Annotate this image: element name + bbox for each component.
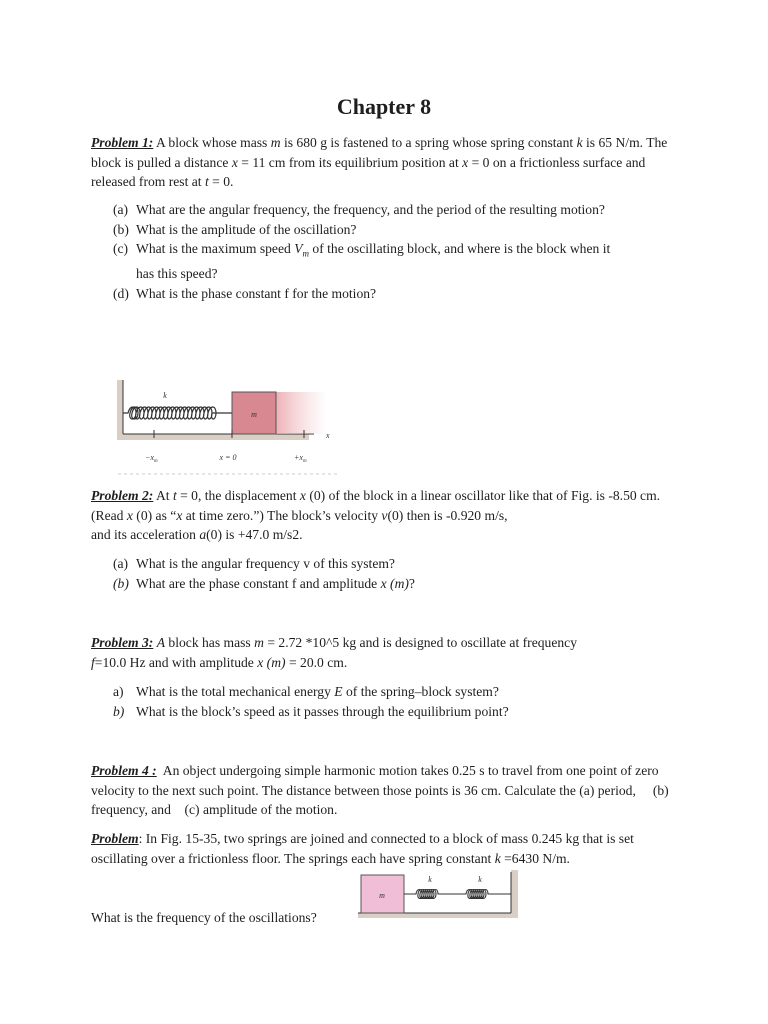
question-item [113, 284, 683, 304]
symbol-k: k [576, 135, 583, 150]
spring-2-label: k [478, 875, 482, 884]
text-run: = 0, the displacement [176, 488, 300, 503]
question-item [113, 200, 683, 220]
problem-1-label: Problem 1: [91, 135, 154, 150]
symbol-e: E [334, 684, 343, 699]
tick-left-text: −x [145, 453, 154, 462]
question-item [113, 702, 683, 722]
tick-left-sub: m [153, 459, 158, 464]
tick-left-label [145, 453, 158, 464]
question-text [136, 682, 683, 702]
question-label: (c) [113, 241, 129, 256]
text-run: = 20.0 cm. [285, 654, 348, 670]
symbol-x: x [126, 507, 133, 523]
symbol-m: m [254, 635, 264, 650]
symbol-xm: x (m) [380, 575, 409, 591]
tick-mid-label: x = 0 [219, 453, 237, 462]
tick-right-sub: m [302, 459, 307, 464]
text-run: =6430 N/m. [500, 850, 570, 866]
symbol-xm: x (m) [257, 654, 286, 670]
text-run: =10.0 Hz and with amplitude [94, 654, 258, 670]
text-run: and its acceleration [91, 527, 200, 542]
x-axis-label: x [326, 431, 330, 440]
question-label: b) [113, 703, 125, 719]
question-text [136, 574, 683, 594]
text-run: = 0 on a frictionless surface and released from rest at [91, 154, 646, 189]
spring-constant-label: k [163, 391, 167, 400]
text-run: (0) of the block in a linear oscillator like that of Fig. is -8.50 cm. (Read [91, 488, 661, 523]
question-continuation: has this speed? [136, 266, 218, 282]
floor [117, 434, 309, 440]
symbol-m: m [270, 135, 281, 150]
question-item [113, 239, 683, 264]
spring-2 [456, 890, 511, 899]
text-run: What is the total mechanical energy [136, 684, 335, 699]
problem-3-text [91, 633, 681, 672]
question-text [136, 239, 683, 264]
question-text: What are the angular frequency, the frequency, and the period of the resulting motion? [136, 202, 605, 217]
text-run: : In Fig. 15-35, two springs are joined and connected to a block of mass 0.245 kg that is set oscillating over a frictionless floor. The springs each have spring constant [91, 831, 634, 866]
wall [117, 380, 123, 440]
problem-5-label: Problem [91, 831, 139, 846]
symbol-a: a [199, 527, 207, 542]
symbol-x: x [462, 154, 469, 170]
page-title: Chapter 8 [336, 94, 432, 119]
problem-3-questions [113, 682, 683, 721]
tick-right-label [294, 453, 307, 464]
motion-blur [272, 392, 328, 434]
question-label: (a) [113, 202, 129, 217]
question-label: a) [113, 684, 124, 699]
problem-4-text [91, 761, 681, 820]
text-run: is 680 g is fastened to a spring whose spring constant [280, 135, 577, 150]
problem-5-question: What is the frequency of the oscillations? [91, 910, 317, 925]
symbol-x: x [231, 154, 238, 170]
question-text: What is the phase constant f for the motion? [136, 285, 377, 301]
text-run: = 2.72 *10^5 kg and is designed to oscillate at frequency [263, 635, 577, 650]
text-run: (0) is +47.0 m/s2. [206, 527, 303, 542]
text-run: of the oscillating block, and where is the block when it [309, 241, 611, 256]
text-run: (0) then is -0.920 m/s, [387, 507, 508, 523]
spring [123, 407, 232, 419]
text-run: = 0. [208, 174, 234, 189]
symbol-v: V [294, 241, 303, 256]
question-text: What is the amplitude of the oscillation? [136, 221, 357, 237]
question-label: (d) [113, 285, 129, 301]
question-text: What is the angular frequency v of this system? [136, 556, 395, 571]
symbol-v: v [381, 507, 388, 523]
figure-spring-block [114, 380, 344, 476]
subscript-m: m [302, 248, 309, 259]
word-a: A [156, 635, 166, 650]
question-item [113, 554, 683, 574]
symbol-x: x [176, 507, 183, 523]
block-mass-label: m [251, 410, 257, 419]
spring-1-label: k [428, 875, 432, 884]
question-item [113, 220, 683, 240]
text-run: is 65 N/m. The block is pulled a distance [91, 135, 668, 170]
text-run: (0) as “ [132, 507, 177, 523]
text-run: block has mass [165, 635, 255, 650]
text-run: at time zero.”) The block’s velocity [182, 507, 382, 523]
problem-1-questions [113, 200, 683, 303]
block-mass-label: m [379, 891, 385, 900]
problem-2-label: Problem 2: [91, 488, 154, 503]
problem-1-text [91, 133, 681, 192]
symbol-x: x [299, 488, 306, 503]
text-run: ? [408, 575, 415, 591]
text-run: What is the maximum speed [136, 241, 295, 256]
text-run: A block whose mass [153, 135, 271, 150]
question-label: (b) [113, 221, 129, 237]
problem-2-questions [113, 554, 683, 593]
text-run: What are the phase constant f and amplitude [136, 575, 381, 591]
text-run: An object undergoing simple harmonic motion takes 0.25 s to travel from one point of zero velocity to the next such point. The distance between those points is 36 cm. Calculate the (a) period, (b) frequency, and (c) amplitude of the motion. [91, 763, 673, 817]
question-label: (a) [113, 556, 129, 571]
question-label: (b) [113, 575, 129, 591]
question-item [113, 682, 683, 702]
text-run: At [153, 488, 173, 503]
problem-4-label: Problem 4 : [91, 763, 157, 778]
problem-2-text [91, 486, 681, 545]
tick-right-text: +x [294, 453, 303, 462]
question-item [113, 574, 683, 594]
symbol-f: f [91, 654, 95, 670]
question-text: What is the block’s speed as it passes through the equilibrium point? [136, 703, 509, 719]
symbol-k: k [494, 850, 501, 866]
right-wall [511, 870, 518, 918]
symbol-t: t [204, 174, 209, 189]
text-run: = 11 cm from its equilibrium position at [237, 154, 463, 170]
spring-1 [404, 890, 456, 899]
problem-5-text [91, 829, 681, 868]
problem-3-label: Problem 3: [91, 635, 154, 650]
symbol-t: t [172, 488, 177, 503]
text-run: of the spring–block system? [342, 684, 499, 699]
